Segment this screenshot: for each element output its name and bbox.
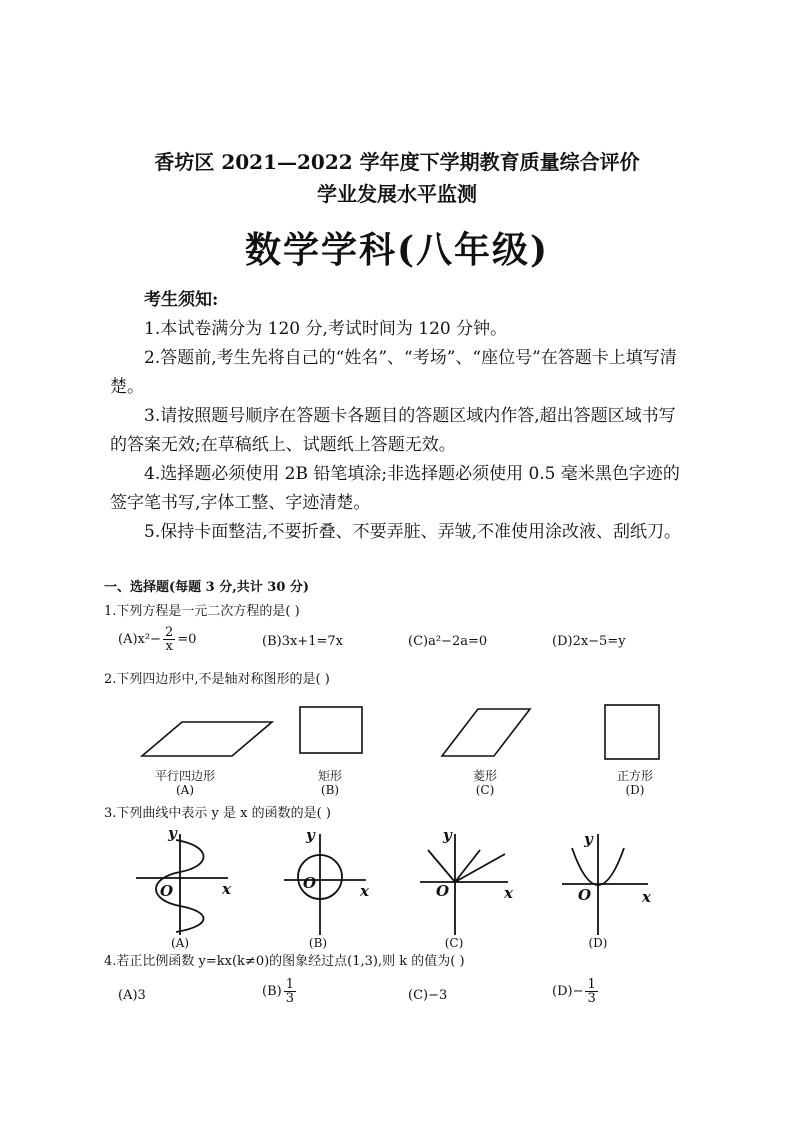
graph-a-y-label: y: [168, 824, 177, 842]
exam-title-line2: 学业发展水平监测: [317, 182, 477, 206]
graph-b-y-label: y: [306, 826, 315, 844]
graph-c: [420, 834, 508, 935]
q4-b-fraction: [284, 978, 296, 1005]
q4-d-numerator: 1: [587, 977, 596, 992]
q1-a-denominator: x: [165, 639, 173, 654]
q4-b-denominator: 3: [285, 991, 294, 1006]
q2-letter-b: (B): [320, 783, 340, 797]
q1-a-suffix: =0: [177, 632, 197, 647]
q4-option-a: (A)3: [118, 988, 146, 1003]
q1-option-b: (B)3x+1=7x: [262, 634, 343, 649]
q1-option-d: (D)2x−5=y: [552, 634, 626, 649]
q1-option-c: (C)a²−2a=0: [408, 634, 488, 649]
q2-name-d: 正方形: [616, 769, 653, 783]
notice-item-4: 4.选择题必须使用 2B 铅笔填涂;非选择题必须使用 0.5 毫米黑色字迹的签字笔书写,字体工整、字迹清楚。: [110, 464, 680, 513]
q1-stem: 1.下列方程是一元二次方程的是( ): [104, 604, 300, 619]
graph-c-origin: O: [436, 882, 450, 900]
q2-name-a: 平行四边形: [154, 769, 215, 783]
q2-letter-d: (D): [625, 783, 645, 797]
q2-name-b: 矩形: [317, 769, 342, 783]
graph-a-origin: O: [160, 882, 174, 900]
exam-title-line1: 香坊区 2021—2022 学年度下学期教育质量综合评价: [154, 150, 640, 174]
q3-letter-b: (B): [308, 936, 328, 950]
q3-letter-a: (A): [170, 936, 190, 950]
notice-item-2: 2.答题前,考生先将自己的“姓名”、“考场”、“座位号”在答题卡上填写清楚。: [110, 348, 677, 397]
graph-a-x-label: x: [222, 880, 231, 898]
section-title: 一、选择题(每题 3 分,共计 30 分): [104, 580, 310, 595]
graph-d-origin: O: [578, 886, 592, 904]
q4-d-prefix: (D)−: [552, 984, 584, 999]
graph-d-x-label: x: [642, 888, 651, 906]
q2-letter-c: (C): [475, 783, 495, 797]
notice-item-3: 3.请按照题号顺序在答题卡各题目的答题区域内作答,超出答题区域书写的答案无效;在草稿纸上、试题纸上答题无效。: [110, 406, 676, 455]
q3-letter-d: (D): [588, 936, 608, 950]
graph-b-x-label: x: [360, 882, 369, 900]
q4-b-prefix: (B): [262, 984, 282, 999]
q2-letter-a: (A): [175, 783, 195, 797]
q4-d-denominator: 3: [587, 991, 596, 1006]
q4-d-fraction: [585, 978, 597, 1005]
subject-title: 数学学科(八年级): [244, 229, 550, 271]
q1-a-prefix: (A)x²−: [118, 632, 161, 647]
graph-b-origin: O: [303, 874, 317, 892]
graph-d-y-label: y: [584, 830, 593, 848]
graph-c-y-label: y: [443, 826, 452, 844]
q1-a-numerator: 2: [164, 625, 174, 640]
graph-b: [284, 834, 366, 935]
q2-name-c: 菱形: [472, 769, 497, 783]
notice-item-1: 1.本试卷满分为 120 分,考试时间为 120 分钟。: [144, 319, 508, 339]
q4-option-d: [552, 978, 600, 1005]
q4-option-c: (C)−3: [408, 988, 448, 1003]
q3-stem: 3.下列曲线中表示 y 是 x 的函数的是( ): [104, 806, 331, 821]
notice-heading: 考生须知:: [144, 290, 219, 310]
q4-b-numerator: 1: [285, 977, 294, 992]
graph-c-x-label: x: [504, 884, 513, 902]
q2-stem: 2.下列四边形中,不是轴对称图形的是( ): [104, 672, 330, 687]
q4-option-b: [262, 978, 298, 1005]
q4-stem: 4.若正比例函数 y=kx(k≠0)的图象经过点(1,3),则 k 的值为( ): [104, 954, 465, 969]
notice-item-5: 5.保持卡面整洁,不要折叠、不要弄脏、弄皱,不准使用涂改液、刮纸刀。: [144, 522, 682, 542]
graph-a: [136, 834, 228, 935]
q3-letter-c: (C): [444, 936, 464, 950]
graph-d: [562, 834, 648, 935]
